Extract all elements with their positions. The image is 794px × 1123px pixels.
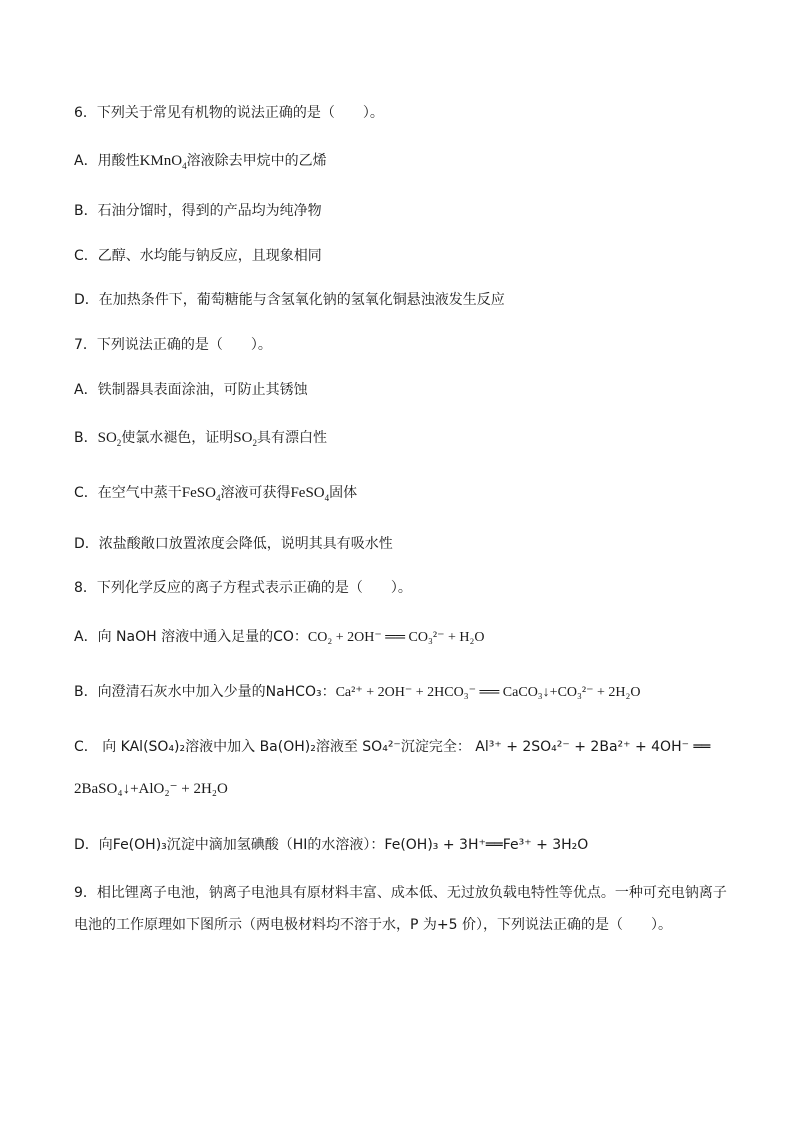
q6-option-a-post: 溶液除去甲烷中的乙烯 [186,153,327,169]
q8-option-c-line1: C． 向 KAl(SO₄)₂溶液中加入 Ba(OH)₂溶液至 SO₄²⁻沉淀完全： Al³⁺ + 2SO₄²⁻ + 2Ba²⁺ + 4OH⁻ ══ [74,739,711,755]
q6-option-d: D．在加热条件下，葡萄糖能与含氢氧化钠的氢氧化铜悬浊液发生反应 [74,292,505,308]
q6-option-a [74,151,327,171]
q8-option-a-text: A．向 NaOH 溶液中通入足量的CO [74,629,294,645]
q6-option-a-formula: KMnO$_4$ [139,153,187,171]
q6-option-b: B．石油分馏时，得到的产品均为纯净物 [74,203,322,219]
q7-option-c: C．在空气中蒸干FeSO$_4$溶液可获得FeSO$_4$固体 [74,485,358,503]
q8-option-b-equation: ：Ca²⁺ + 2OH⁻ + 2HCO₃⁻ ══ CaCO₃↓+CO₃²⁻ + 2H₂O [321,685,641,700]
q6-option-c: C．乙醇、水均能与钠反应，且现象相同 [74,248,322,264]
q8-option-d: D．向Fe(OH)₃沉淀中滴加氢碘酸（HI的水溶液）：Fe(OH)₃ + 3H⁺══Fe³⁺ + 3H₂O [74,837,589,853]
q8-option-b [74,682,641,703]
q9-stem-line2: 电池的工作原理如下图所示（两电极材料均不溶于水，P 为+5 价），下列说法正确的是（ ）。 [74,917,672,933]
q8-option-b-text: B．向澄清石灰水中加入少量的NaHCO₃ [74,684,322,700]
q8-option-c-line2: 2BaSO₄↓+AlO₂⁻ + 2H₂O [74,781,228,797]
q8-stem: 8．下列化学反应的离子方程式表示正确的是（ ）。 [74,580,412,596]
q8-option-a-equation: ：CO₂ + 2OH⁻ ══ CO₃²⁻ + H₂O [293,630,485,645]
q6-stem: 6．下列关于常见有机物的说法正确的是（ ）。 [74,105,384,121]
q7-option-d: D．浓盐酸敞口放置浓度会降低，说明其具有吸水性 [74,536,393,552]
q8-option-a [74,627,484,648]
q6-option-a-pre: A．用酸性 [74,153,140,169]
q7-option-b: B．$SO_2$使氯水褪色，证明$SO_2$具有漂白性 [74,430,327,448]
q7-stem: 7．下列说法正确的是（ ）。 [74,337,272,353]
q7-option-a: A．铁制器具表面涂油，可防止其锈蚀 [74,382,308,398]
q9-stem-line1: 9．相比锂离子电池，钠离子电池具有原材料丰富、成本低、无过放负载电特性等优点。一种可充电钠离子 [74,885,727,901]
